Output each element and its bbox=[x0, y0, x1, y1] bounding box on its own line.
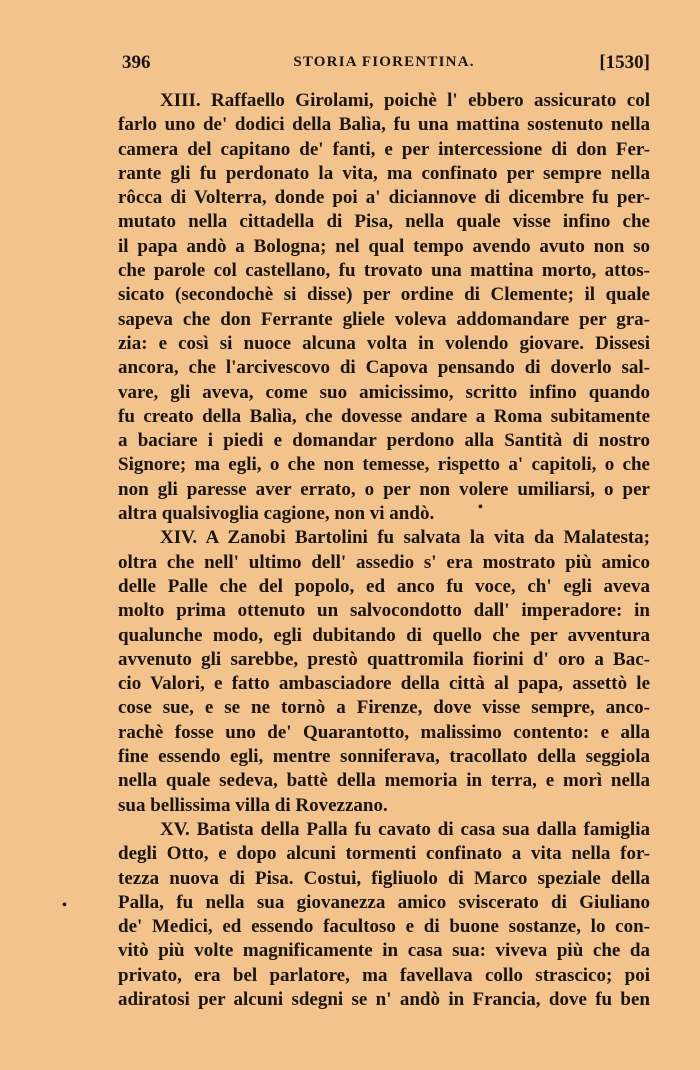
text-line: qualunche modo, egli dubitando di quello che per avventura bbox=[118, 624, 650, 646]
text-line: Palla, fu nella sua giovanezza amico sviscerato di Giuliano bbox=[118, 891, 650, 913]
text-line: il papa andò a Bologna; nel qual tempo avendo avuto non so bbox=[118, 235, 650, 257]
text-line: XIV. A Zanobi Bartolini fu salvata la vita da Malatesta; bbox=[160, 527, 650, 549]
text-line: sapeva che don Ferrante gliele voleva addomandare per gra- bbox=[118, 308, 650, 330]
text-line: de' Medici, ed essendo facultoso e di buone sostanze, lo con- bbox=[118, 916, 650, 938]
text-line: cio Valori, e fatto ambasciadore della città al papa, assettò le bbox=[118, 673, 650, 695]
running-head bbox=[118, 52, 650, 78]
text-line: fine essendo egli, mentre sonniferava, tracollato della seggiola bbox=[118, 746, 650, 768]
text-line: vare, gli aveva, come suo amicissimo, scritto infino quando bbox=[118, 381, 650, 403]
ink-speck: • bbox=[478, 500, 483, 515]
text-line: mutato nella cittadella di Pisa, nella quale visse infino che bbox=[118, 211, 650, 233]
text-line: rachè fosse uno de' Quarantotto, malissimo contento: e alla bbox=[118, 721, 650, 743]
text-line: nella quale sedeva, battè della memoria in terra, e morì nella bbox=[118, 770, 650, 792]
text-line: zia: e così si nuoce alcuna volta in volendo giovare. Dissesi bbox=[118, 332, 650, 354]
text-line: altra qualsivoglia cagione, non vi andò. bbox=[118, 503, 435, 525]
text-line: adiratosi per alcuni sdegni se n' andò in Francia, dove fu ben bbox=[118, 988, 650, 1010]
ink-speck: • bbox=[62, 898, 67, 913]
text-line: a baciare i piedi e domandar perdono alla Santità di nostro bbox=[118, 430, 650, 452]
text-line: molto prima ottenuto un salvocondotto dall' imperadore: in bbox=[118, 600, 650, 622]
text-line: privato, era bel parlatore, ma favellava collo strascico; poi bbox=[118, 964, 650, 986]
text-line: XV. Batista della Palla fu cavato di casa sua dalla famiglia bbox=[160, 818, 650, 840]
text-line: rante gli fu perdonato la vita, ma confinato per sempre nella bbox=[118, 162, 650, 184]
text-line: cose sue, e se ne tornò a Firenze, dove visse sempre, anco- bbox=[118, 697, 650, 719]
text-line: XIII. Raffaello Girolami, poichè l' ebbero assicurato col bbox=[160, 90, 650, 111]
text-line: farlo uno de' dodici della Balìa, fu una mattina sostenuto nella bbox=[118, 114, 650, 136]
text-line: sicato (secondochè si disse) per ordine di Clemente; il quale bbox=[118, 284, 650, 306]
text-line: rôcca di Volterra, donde poi a' diciannove di dicembre fu per- bbox=[118, 187, 650, 209]
text-line: oltra che nell' ultimo dell' assedio s' era mostrato più amico bbox=[118, 551, 650, 573]
text-line: avvenuto gli sarebbe, prestò quattromila fiorini d' oro a Bac- bbox=[118, 648, 650, 670]
text-line: non gli paresse aver errato, o per non volere umiliarsi, o per bbox=[118, 478, 650, 500]
page-number: 396 bbox=[122, 52, 151, 73]
running-year: [1530] bbox=[599, 52, 650, 73]
text-line: camera del capitano de' fanti, e per intercessione di don Fer- bbox=[118, 138, 650, 160]
running-title: STORIA FIORENTINA. bbox=[293, 54, 475, 70]
text-line: fu creato della Balìa, che dovesse andare a Roma subitamente bbox=[118, 405, 650, 427]
text-line: tezza nuova di Pisa. Costui, figliuolo di Marco speziale della bbox=[118, 867, 650, 889]
text-line: che parole col castellano, fu trovato una mattina morto, attos- bbox=[118, 260, 650, 282]
text-line: sua bellissima villa di Rovezzano. bbox=[118, 794, 388, 816]
text-line: Signore; ma egli, o che non temesse, rispetto a' capitoli, o che bbox=[118, 454, 650, 476]
text-line: ancora, che l'arcivescovo di Capova pensando di doverlo sal- bbox=[118, 357, 650, 379]
body-text bbox=[118, 89, 650, 1012]
text-line: delle Palle che del popolo, ed anco fu voce, ch' egli aveva bbox=[118, 575, 650, 597]
text-line: vitò più volte magnificamente in casa sua: viveva più che da bbox=[118, 940, 650, 962]
text-line: degli Otto, e dopo alcuni tormenti confinato a vita nella for- bbox=[118, 843, 650, 865]
